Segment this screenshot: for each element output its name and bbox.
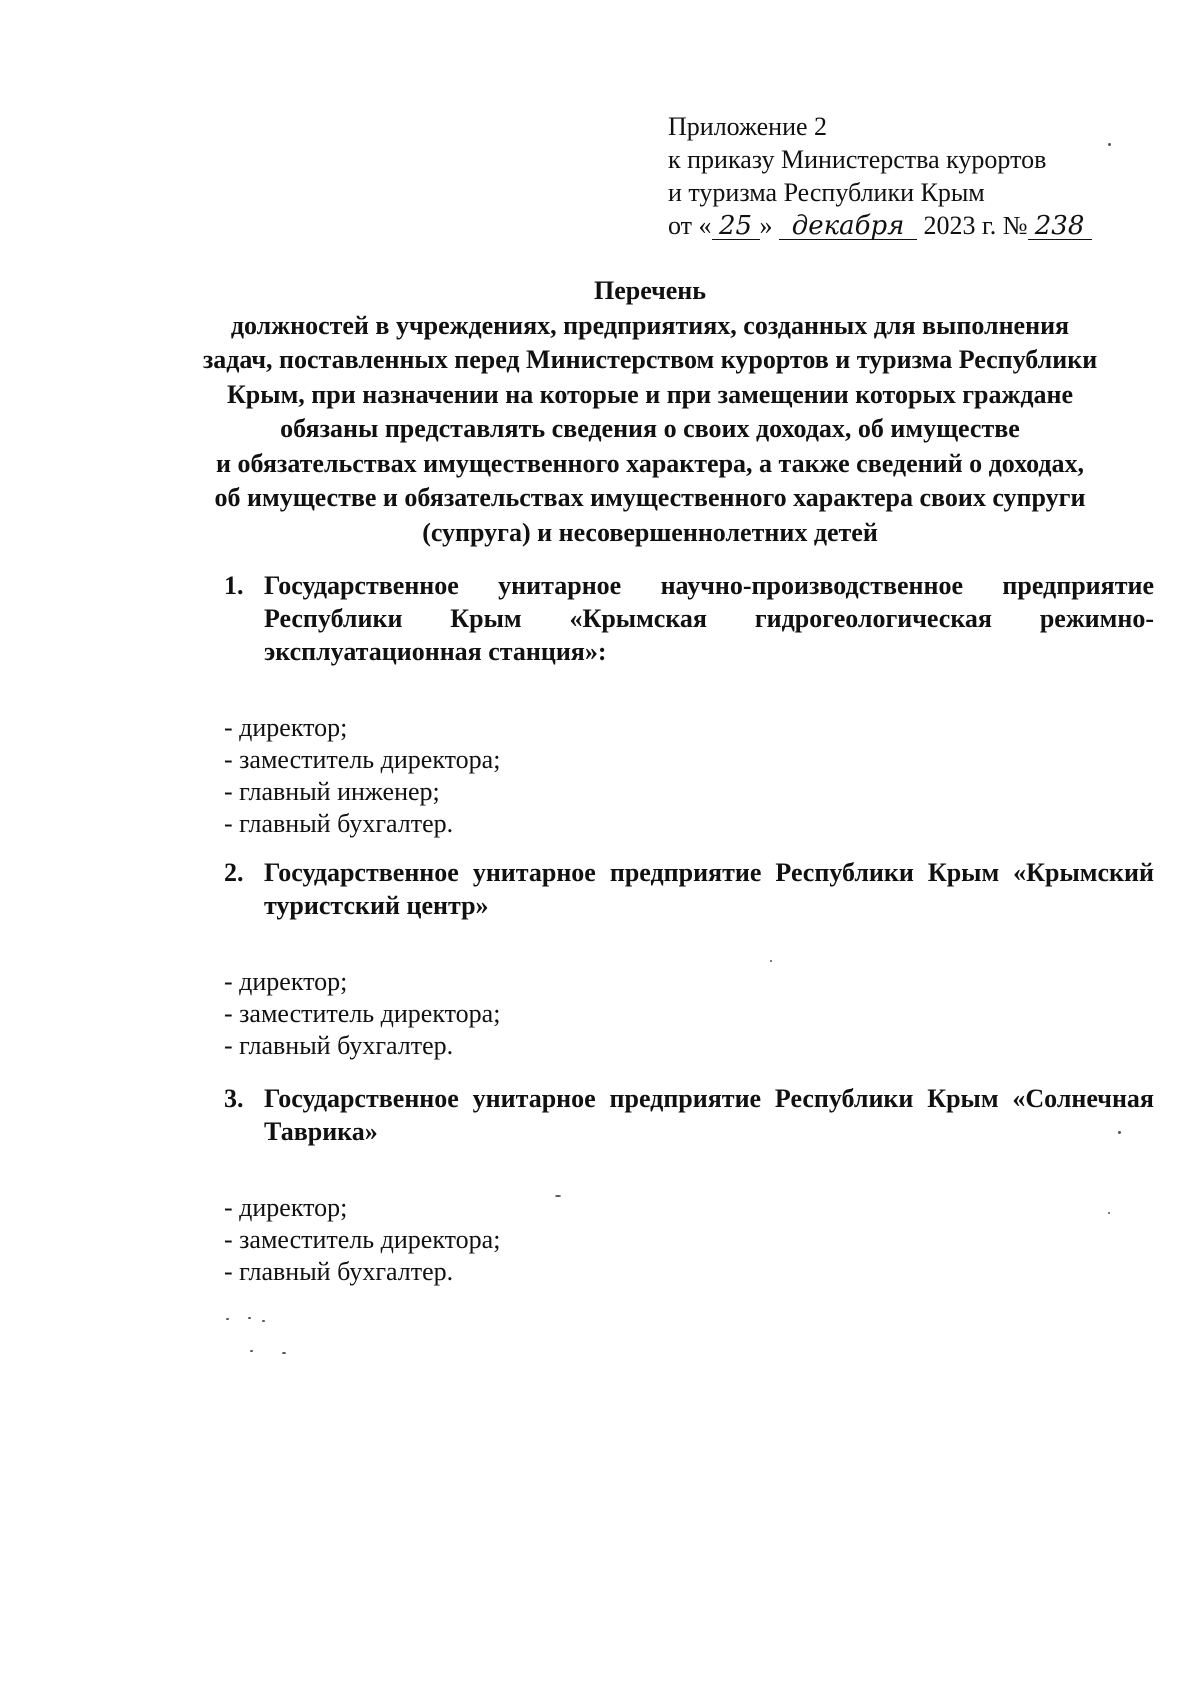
title-heading: Перечень (593, 276, 707, 305)
handwritten-month: декабря (779, 213, 917, 240)
position-item: - директор; (224, 713, 348, 742)
title-line: (супруга) и несовершеннолетних детей (422, 517, 878, 547)
section-1 (224, 569, 1154, 840)
scan-speck (282, 1352, 286, 1354)
appendix-header (668, 110, 1138, 242)
section-number: 2. (224, 858, 244, 887)
scan-speck (1108, 1212, 1110, 1214)
scan-speck (226, 1318, 229, 1320)
section-2 (224, 856, 1154, 1062)
scan-speck (248, 1317, 251, 1319)
positions-list (224, 1192, 1154, 1288)
handwritten-order-number: 238 (1028, 213, 1092, 240)
scan-speck (1118, 1131, 1121, 1134)
position-item: - заместитель директора; (224, 1225, 501, 1254)
scan-speck (250, 1350, 253, 1352)
title-line: об имуществе и обязательствах имущественного характера своих супруги (214, 483, 1086, 512)
position-item: - главный бухгалтер. (224, 809, 454, 838)
appendix-date-line (668, 209, 1138, 242)
scan-speck (770, 960, 772, 962)
handwritten-day: 25 (712, 213, 760, 240)
date-prefix: от « (668, 211, 712, 240)
title-line: и обязательствах имущественного характера, а также сведений о доходах, (215, 448, 1084, 478)
title-line: должностей в учреждениях, предприятиях, созданных для выполнения (230, 310, 1070, 340)
appendix-line-3: и туризма Республики Крым (668, 178, 985, 207)
position-item: - директор; (224, 967, 348, 996)
title-line: обязаны представлять сведения о своих доходах, об имуществе (280, 414, 1020, 443)
appendix-line-2: к приказу Министерства курортов (668, 145, 1047, 174)
section-organization-name: Государственное унитарное предприятие Республики Крым «Крымский туристский центр» (264, 858, 1154, 920)
title-line: задач, поставленных перед Министерством курортов и туризма Республики (202, 345, 1098, 374)
scan-speck (262, 1320, 265, 1322)
position-item: - заместитель директора; (224, 999, 501, 1028)
scan-speck (555, 1195, 561, 1197)
position-item: - заместитель директора; (224, 745, 501, 774)
scan-speck (1108, 143, 1111, 146)
section-heading (224, 856, 1154, 922)
title-line: Крым, при назначении на которые и при замещении которых граждане (226, 379, 1074, 409)
section-heading (224, 569, 1154, 668)
section-3 (224, 1082, 1154, 1288)
section-heading (224, 1082, 1154, 1148)
date-year: 2023 г. № (917, 211, 1028, 240)
date-mid: » (759, 211, 780, 240)
position-item: - главный бухгалтер. (224, 1031, 454, 1060)
section-number: 1. (224, 571, 244, 600)
section-number: 3. (224, 1084, 244, 1113)
position-item: - главный инженер; (224, 777, 440, 806)
document-title (170, 274, 1130, 550)
section-organization-name: Государственное унитарное предприятие Республики Крым «Солнечная Таврика» (264, 1084, 1154, 1146)
position-item: - директор; (224, 1193, 348, 1222)
appendix-line-1: Приложение 2 (668, 112, 828, 141)
section-organization-name: Государственное унитарное научно-производственное предприятие Республики Крым «Крымская гидрогеологическая режимно-эксплуатационная станция»: (264, 571, 1154, 666)
position-item: - главный бухгалтер. (224, 1257, 454, 1286)
positions-list (224, 712, 1154, 840)
positions-list (224, 966, 1154, 1062)
